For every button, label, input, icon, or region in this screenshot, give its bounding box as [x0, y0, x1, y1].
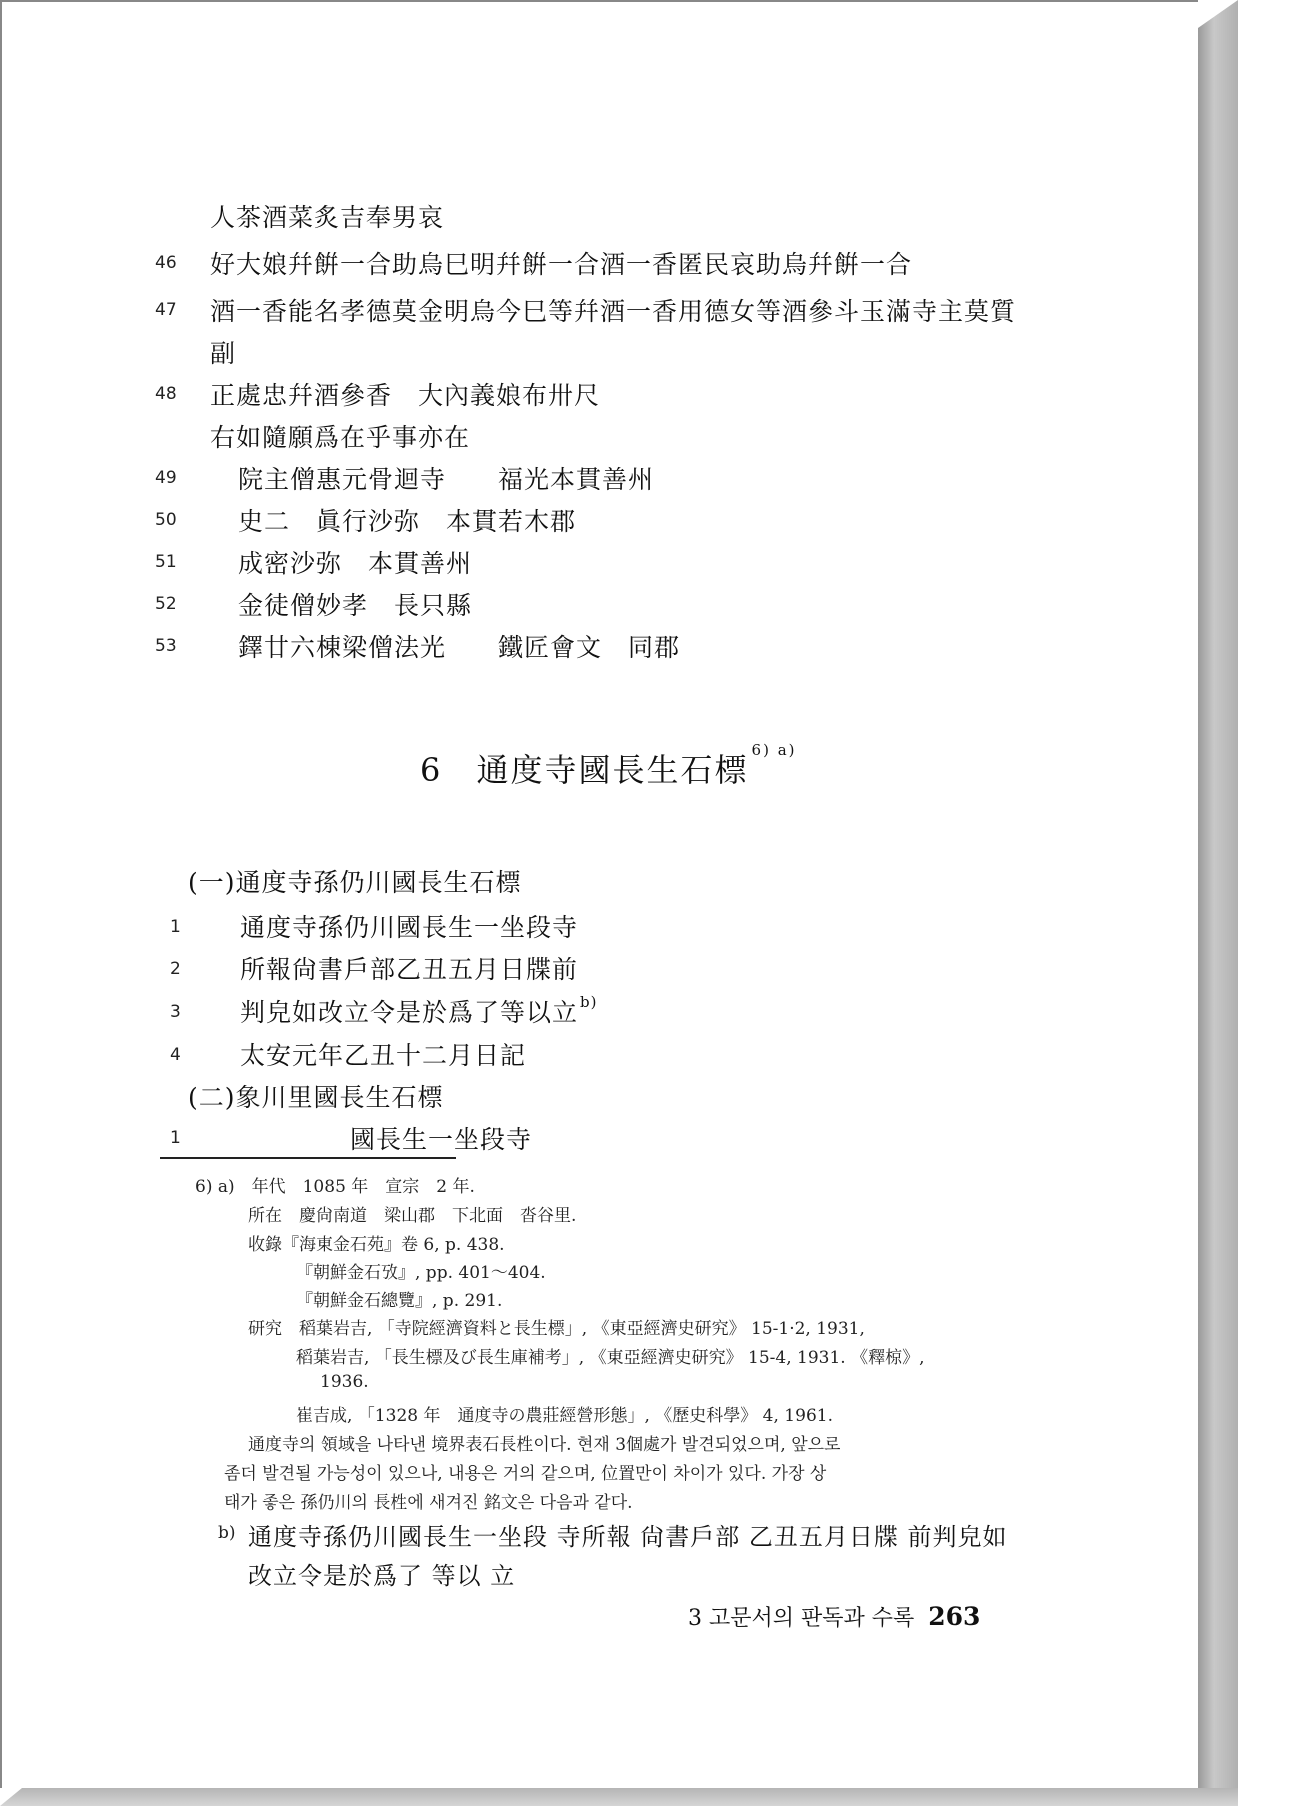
- footnote-line: 收錄『海東金石苑』卷 6, p. 438.: [248, 1235, 505, 1255]
- inscription-line: 副: [210, 339, 237, 368]
- inscription-line: 國長生一坐段寺: [350, 1125, 533, 1154]
- line-number: 1: [170, 1128, 181, 1148]
- footnote-line: 6) a) 年代 1085 年 宣宗 2 年.: [195, 1177, 475, 1197]
- line-number: 52: [155, 594, 177, 614]
- section-number: 6: [420, 751, 443, 789]
- footnote-marker: b): [580, 993, 598, 1011]
- line-number: 3: [170, 1002, 181, 1022]
- inscription-line: 酒一香能名孝德莫金明烏今巳等幷酒一香用德女等酒參斗玉滿寺主莫質: [210, 297, 1017, 326]
- line-number: 49: [155, 468, 177, 488]
- subsection-heading: (二)象川里國長生石標: [188, 1083, 444, 1112]
- line-number: 50: [155, 510, 177, 530]
- inscription-line: 通度寺孫仍川國長生一坐段寺: [240, 913, 579, 942]
- inscription-line: 太安元年乙丑十二月日記: [240, 1041, 527, 1070]
- page-corner-bottom: [0, 1788, 22, 1806]
- line-number: 53: [155, 636, 177, 656]
- inscription-line: 正處忠幷酒參香 大內義娘布卅尺: [210, 381, 601, 410]
- inscription-line: 所報尙書戶部乙丑五月日牒前: [240, 955, 579, 984]
- footnote-commentary: 태가 좋은 孫仍川의 長栍에 새겨진 銘文은 다음과 같다.: [224, 1493, 633, 1513]
- chapter-title: 3 고문서의 판독과 수록: [688, 1606, 915, 1631]
- page-edge-bottom: [0, 1788, 1238, 1806]
- section-title-text: 通度寺國長生石標: [476, 751, 749, 789]
- footnote-marker: 6) a): [751, 741, 797, 759]
- page-number: 263: [928, 1602, 981, 1631]
- footnote-line: 『朝鮮金石總覽』, p. 291.: [296, 1291, 503, 1311]
- footnote-line: 『朝鮮金石攷』, pp. 401～404.: [296, 1263, 546, 1283]
- inscription-line: 右如隨願爲在乎事亦在: [210, 423, 471, 452]
- line-number: 47: [155, 300, 177, 320]
- footnote-line: 1936.: [320, 1372, 369, 1392]
- line-number: 48: [155, 384, 177, 404]
- inscription-line: 金徒僧妙孝 長只縣: [238, 591, 473, 620]
- footnote-marker: b): [218, 1523, 236, 1543]
- line-number: 4: [170, 1045, 181, 1065]
- inscription-line: 好大娘幷餠一合助烏巳明幷餠一合酒一香匿民哀助烏幷餠一合: [210, 250, 913, 279]
- footnote-divider: [160, 1157, 456, 1159]
- footnote-commentary: 좀더 발견될 가능성이 있으나, 내용은 거의 같으며, 位置만이 차이가 있다. 가장 상: [224, 1464, 827, 1484]
- inscription-line: 史二 眞行沙弥 本貫若木郡: [238, 507, 577, 536]
- subsection-heading: (一)通度寺孫仍川國長生石標: [188, 868, 522, 897]
- inscription-line: 成密沙弥 本貫善州: [238, 549, 473, 578]
- footnote-transcription: 通度寺孫仍川國長生一坐段 寺所報 尙書戶部 乙丑五月日牒 前判皃如: [248, 1523, 1008, 1551]
- footnote-line: 研究 稻葉岩吉, 「寺院經濟資料と長生標」, 《東亞經濟史研究》 15-1·2, 1931,: [248, 1319, 865, 1339]
- line-number: 51: [155, 552, 177, 572]
- inscription-line: [240, 993, 597, 1029]
- footnote-commentary: 通度寺의 領域을 나타낸 境界表石長栍이다. 현재 3個處가 발견되었으며, 앞으로: [248, 1435, 841, 1455]
- inscription-line-text: 判皃如改立令是於爲了等以立: [240, 998, 579, 1027]
- page-edge-right: [1198, 0, 1238, 1806]
- footnote-transcription: 改立令是於爲了 等以 立: [248, 1562, 516, 1590]
- page-footer: [688, 1601, 980, 1632]
- footnote-line: 稻葉岩吉, 「長生標及び長生庫補考」, 《東亞經濟史研究》 15-4, 1931. 《釋椋》,: [296, 1348, 925, 1368]
- page-corner-top: [1198, 0, 1238, 28]
- section-title: [420, 741, 797, 791]
- line-number: 46: [155, 253, 177, 273]
- footnote-line: 崔吉成, 「1328 年 通度寺の農莊經營形態」, 《歷史科學》 4, 1961.: [296, 1406, 833, 1426]
- footnote-line: 所在 慶尙南道 梁山郡 下北面 沓谷里.: [248, 1206, 577, 1226]
- inscription-line: 院主僧惠元骨迴寺 福光本貫善州: [238, 465, 655, 494]
- inscription-line: 人茶酒菜炙吉奉男哀: [210, 203, 445, 232]
- inscription-line: 鐸廿六棟梁僧法光 鐵匠會文 同郡: [238, 633, 681, 662]
- line-number: 1: [170, 917, 181, 937]
- line-number: 2: [170, 959, 181, 979]
